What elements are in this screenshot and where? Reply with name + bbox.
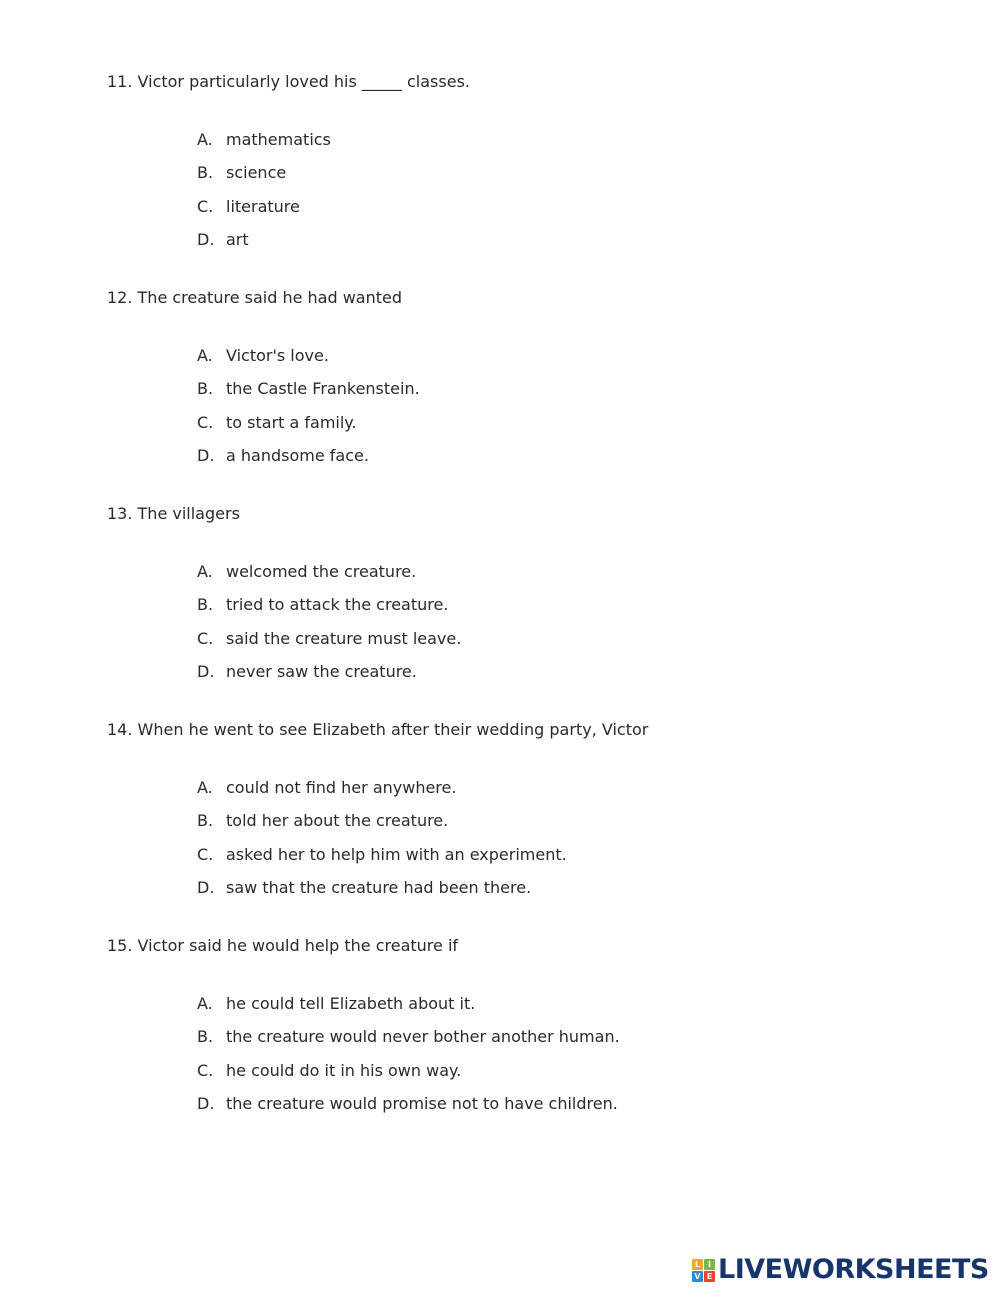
option-text: the creature would promise not to have children.: [226, 1094, 618, 1113]
option-letter: C.: [197, 197, 214, 216]
option-c[interactable]: [197, 1060, 461, 1082]
option-letter: D.: [197, 230, 215, 249]
logo-tile: I: [704, 1259, 715, 1270]
option-a[interactable]: [197, 345, 329, 367]
option-letter: B.: [197, 811, 214, 830]
option-text: welcomed the creature.: [226, 562, 417, 581]
option-text: could not find her anywhere.: [226, 778, 457, 797]
option-letter: C.: [197, 1061, 214, 1080]
option-d[interactable]: [197, 229, 249, 251]
option-letter: C.: [197, 629, 214, 648]
option-a[interactable]: [197, 993, 475, 1015]
option-b[interactable]: [197, 378, 420, 400]
option-text: tried to attack the creature.: [226, 595, 449, 614]
option-d[interactable]: [197, 1093, 618, 1115]
option-text: never saw the creature.: [226, 662, 417, 681]
option-a[interactable]: [197, 777, 456, 799]
option-letter: D.: [197, 446, 215, 465]
option-text: art: [226, 230, 249, 249]
option-b[interactable]: [197, 162, 286, 184]
option-letter: D.: [197, 1094, 215, 1113]
logo-tile: E: [704, 1271, 715, 1282]
option-b[interactable]: [197, 810, 448, 832]
option-letter: B.: [197, 1027, 214, 1046]
option-c[interactable]: [197, 196, 300, 218]
option-a[interactable]: [197, 129, 331, 151]
question-text: 12. The creature said he had wanted: [107, 288, 403, 307]
option-text: a handsome face.: [226, 446, 369, 465]
option-letter: B.: [197, 379, 214, 398]
logo-tile: V: [692, 1271, 703, 1282]
option-a[interactable]: [197, 561, 416, 583]
option-letter: D.: [197, 662, 215, 681]
option-letter: C.: [197, 845, 214, 864]
option-text: to start a family.: [226, 413, 357, 432]
question-text: 11. Victor particularly loved his _____ classes.: [107, 72, 470, 91]
logo-text: LIVEWORKSHEETS: [718, 1254, 989, 1285]
question-text: 13. The villagers: [107, 504, 240, 523]
option-d[interactable]: [197, 445, 369, 467]
logo-tile: L: [692, 1259, 703, 1270]
option-text: he could do it in his own way.: [226, 1061, 462, 1080]
option-letter: A.: [197, 778, 213, 797]
option-letter: A.: [197, 346, 213, 365]
option-letter: A.: [197, 994, 213, 1013]
option-letter: B.: [197, 163, 214, 182]
option-text: science: [226, 163, 287, 182]
option-text: asked her to help him with an experiment.: [226, 845, 567, 864]
option-text: literature: [226, 197, 300, 216]
option-letter: C.: [197, 413, 214, 432]
option-d[interactable]: [197, 877, 531, 899]
option-text: said the creature must leave.: [226, 629, 462, 648]
option-letter: B.: [197, 595, 214, 614]
option-c[interactable]: [197, 412, 357, 434]
option-c[interactable]: [197, 628, 461, 650]
logo-tiles-icon: [692, 1259, 715, 1282]
option-text: the Castle Frankenstein.: [226, 379, 420, 398]
option-text: told her about the creature.: [226, 811, 449, 830]
option-text: Victor's love.: [226, 346, 329, 365]
option-letter: D.: [197, 878, 215, 897]
option-text: the creature would never bother another human.: [226, 1027, 620, 1046]
option-d[interactable]: [197, 661, 417, 683]
option-text: mathematics: [226, 130, 331, 149]
question-text: 14. When he went to see Elizabeth after their wedding party, Victor: [107, 720, 649, 739]
option-text: saw that the creature had been there.: [226, 878, 532, 897]
question-text: 15. Victor said he would help the creature if: [107, 936, 459, 955]
liveworksheets-logo: [692, 1254, 989, 1286]
option-b[interactable]: [197, 1026, 620, 1048]
option-text: he could tell Elizabeth about it.: [226, 994, 476, 1013]
option-letter: A.: [197, 130, 213, 149]
option-letter: A.: [197, 562, 213, 581]
option-c[interactable]: [197, 844, 567, 866]
option-b[interactable]: [197, 594, 448, 616]
